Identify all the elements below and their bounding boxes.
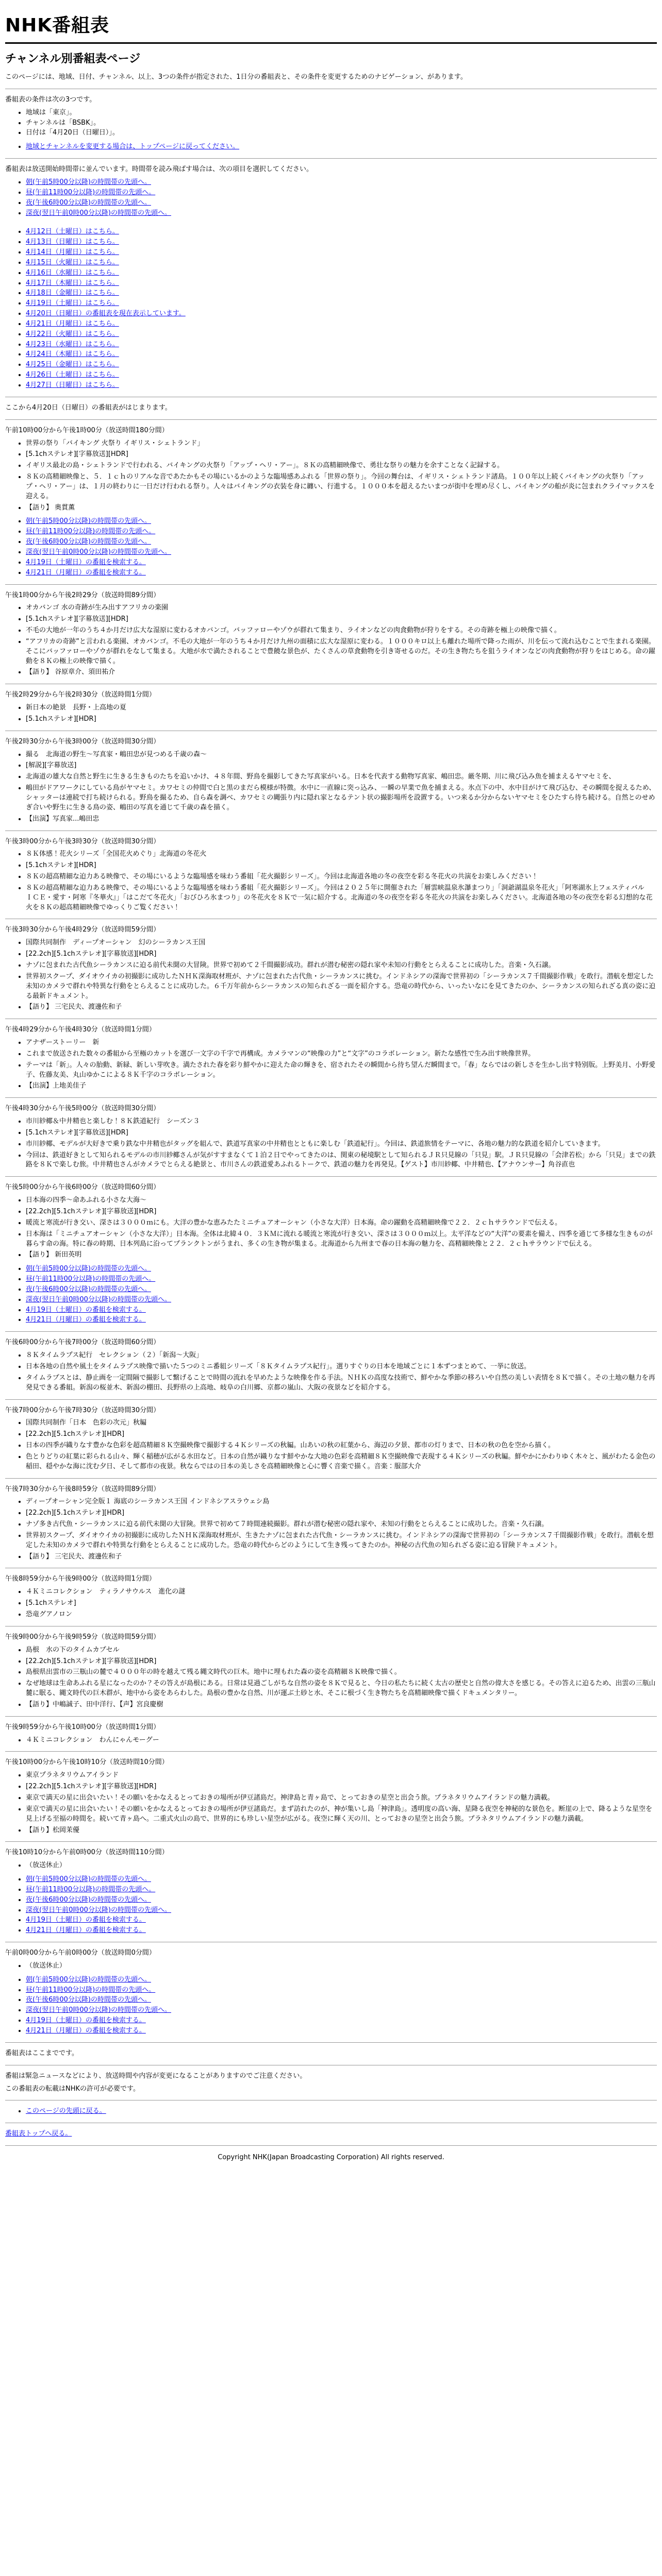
program-block [5, 1948, 657, 1971]
program-details [5, 1861, 657, 1871]
divider [5, 1751, 657, 1752]
divider [5, 1331, 657, 1332]
program-time: 午後4時29分から午後4時30分（放送時間1分間） [5, 1026, 156, 1034]
program-block [5, 1758, 657, 1835]
date-link[interactable]: 4月25日（金曜日）はこちら。 [26, 361, 119, 369]
block-nav-item [26, 1306, 657, 1315]
divider [5, 2042, 657, 2043]
program-title: • 新日本の絶景 長野・上高地の夏 [26, 703, 657, 713]
program-title: • 撮る 北海道の野生～写真家・嶋田忠が見つめる千歳の森～ [26, 750, 657, 760]
divider [5, 1841, 657, 1842]
program-time: 午後2時29分から午後2時30分（放送時間1分間） [5, 691, 156, 699]
block-nav-item [26, 558, 657, 568]
block-nav-next-day-link[interactable]: 4月21日（月曜日）の番組を検索する。 [26, 1316, 146, 1324]
block-nav-item [26, 1975, 657, 1985]
block-nav-prev-day-link[interactable]: 4月19日（土曜日）の番組を検索する。 [26, 1916, 146, 1924]
program-credits: • 【出演】写真家...嶋田忠 [26, 815, 657, 824]
program-summary: • 島根県出雲市の三瓶山の麓で４０００年の時を越えて残る縄文時代の巨木。地中に埋もれた森の姿を高精細８Ｋ映像で描く。 [26, 1668, 657, 1677]
block-nav-next-day-link[interactable]: 4月21日（月曜日）の番組を検索する。 [26, 568, 146, 577]
block-nav-item [26, 1885, 657, 1895]
program-block [5, 426, 657, 513]
program-attr: • [22.2ch][5.1chステレオ][HDR] [26, 1430, 657, 1439]
program-attr: • [解説][字幕放送] [26, 761, 657, 771]
time-nav-night-link[interactable]: 夜(午後6時00分以降)の時間帯の先頭へ。 [26, 198, 151, 207]
program-title: • 国際共同制作「日本 色彩の次元」秋編 [26, 1418, 657, 1428]
program-summary: • 北海道の雄大な自然と野生に生きる生きものたちを追いかけ、４８年間、野鳥を撮影してきた写真家がいる。日本を代表する動物写真家、嶋田忠。厳冬期、川に飛び込み魚を捕まえるヤマセミを、 [26, 772, 657, 782]
date-link[interactable]: 4月27日（日曜日）はこちら。 [26, 381, 119, 389]
block-nav [5, 1975, 657, 2036]
program-details [5, 750, 657, 824]
program-time: 午後5時00分から午後6時00分（放送時間60分間） [5, 1183, 160, 1192]
logo-divider [5, 42, 657, 44]
program-time: 午後9時00分から午後9時59分（放送時間59分間） [5, 1633, 160, 1641]
block-nav-night-link[interactable]: 夜(午後6時00分以降)の時間帯の先頭へ。 [26, 538, 151, 546]
block-nav-noon-link[interactable]: 昼(午前11時00分以降)の時間帯の先頭へ。 [26, 1885, 156, 1893]
date-link[interactable]: 4月21日（月曜日）はこちら。 [26, 319, 119, 328]
divider [5, 1399, 657, 1400]
program-title: • ８Ｋタイムラプス紀行 セレクション（２）「新潟～大阪」 [26, 1351, 657, 1361]
program-summary: • ８Ｋの超高精細な迫力ある映像で、その場にいるような臨場感を味わう番組「花火撮影シリーズ」。今回は北海道各地の冬の夜空を彩る冬花火の共演をお楽しみください！ [26, 872, 657, 882]
page-title: チャンネル別番組表ページ [5, 53, 141, 66]
date-current-link[interactable]: 4月20日（日曜日）の番組表を現在表示しています。 [26, 310, 186, 318]
program-block [5, 1104, 657, 1170]
date-link[interactable]: 4月26日（土曜日）はこちら。 [26, 371, 119, 379]
program-description: • テーマは「新」。人々の胎動、新緑、新しい芽吹き。満たされた春を彩り鮮やかに迎えた命の輝きを、宿されたその瞬間から待ち望んだ瞬間まで。「春」ならではの新しさを生かし出す特別版。上野美月、小野愛子、佐藤友美、丸山ゆかこによる８Ｋ千字のコラボレーション。 [26, 1061, 657, 1080]
block-nav-night-link[interactable]: 夜(午後6時00分以降)の時間帯の先頭へ。 [26, 1996, 151, 2004]
program-description: • ８Ｋの超高精細な迫力ある映像で、その場にいるような臨場感を味わう番組「花火撮影シリーズ」。今回は２０２５年に開催された「層雲峡温泉氷瀑まつり」「洞爺湖温泉冬花火」「阿寒湖氷上フェスティバル ＩＣＥ・愛す・阿寒『冬華火』」「はこだて冬花火」「おびひろ氷まつり」の冬花火を８Ｋで一気に紹介する。北海道の冬の夜空を彩る冬花火の共演をお楽しみください。北海道各地の冬の夜空を彩る幻想的な花火を８Ｋの超高精細映像でゆっくりご覧ください！ [26, 884, 657, 913]
block-nav-item [26, 1895, 657, 1905]
schedule-start-notice: ここから4月20日（日曜日）の番組表がはじまります。 [5, 403, 172, 412]
back-top-list [5, 2107, 657, 2116]
back-top-item [26, 2107, 657, 2116]
time-period-nav [5, 178, 657, 218]
block-nav-item [26, 517, 657, 527]
time-nav-latenight-link[interactable]: 深夜(翌日午前0時00分以降)の時間帯の先頭へ。 [26, 209, 171, 217]
program-attr: • [22.2ch][5.1chステレオ][HDR] [26, 1509, 657, 1518]
program-time: 午後9時59分から午後10時00分（放送時間1分間） [5, 1723, 160, 1731]
disclaimer-copyright: この番組表の転載はNHKの許可が必要です。 [5, 2084, 140, 2093]
block-nav-morning-link[interactable]: 朝(午前5時00分以降)の時間帯の先頭へ。 [26, 1975, 151, 1984]
program-time: 午後1時00分から午後2時29分（放送時間89分間） [5, 591, 160, 599]
program-credits: • 【出演】上地美佳子 [26, 1081, 657, 1091]
date-link[interactable]: 4月15日（火曜日）はこちら。 [26, 258, 119, 266]
block-nav-prev-day-link[interactable]: 4月19日（土曜日）の番組を検索する。 [26, 1306, 146, 1314]
program-title: • 国際共同制作 ディープオーシャン 幻のシーラカンス王国 [26, 938, 657, 948]
program-details [5, 603, 657, 677]
program-block [5, 925, 657, 1012]
program-time: 午後2時30分から午後3時00分（放送時間30分間） [5, 737, 160, 745]
program-title: • 日本海の四季～命あふれる小さな大海～ [26, 1196, 657, 1206]
divider [5, 158, 657, 159]
program-time: 午後3時30分から午後4時29分（放送時間59分間） [5, 926, 160, 934]
program-details [5, 439, 657, 513]
block-nav-morning-link[interactable]: 朝(午前5時00分以降)の時間帯の先頭へ。 [26, 1265, 151, 1273]
time-nav-item [26, 178, 657, 188]
date-nav [5, 227, 657, 391]
date-item [26, 279, 657, 289]
date-link[interactable]: 4月19日（土曜日）はこちら。 [26, 299, 119, 308]
block-nav-morning-link[interactable]: 朝(午前5時00分以降)の時間帯の先頭へ。 [26, 1875, 151, 1884]
divider [5, 2145, 657, 2146]
program-details [5, 1038, 657, 1091]
program-attr: • [5.1chステレオ][HDR] [26, 715, 657, 724]
program-description: • 嶋田がドアワークにしている鳥がヤマセミ。カワセミの仲間で白と黒のまだら模様が特徴。水中に一直線に突っ込み、一瞬の早業で魚を捕まえる。氷点下の中、水中目がけて飛び込む、その瞬間を捉えるため、シャッターは連続で打ち続けられる。野鳥を撮るため、自ら森を調べ、カワセミの縄張り内に隠れ家となるテント状の撮影場所を設置する。いつ来るか分からないヤマセミをひたすら待ち続ける。自然とのせめぎ合いや野生に生きる鳥の姿、嶋田の写真を通じて千歳の森を描く。 [26, 784, 657, 813]
block-nav-next-day-link[interactable]: 4月21日（月曜日）の番組を検索する。 [26, 1926, 146, 1935]
program-block [5, 837, 657, 913]
page-intro: このページには、地域、日付、チャンネル、以上、3つの条件が指定された、1日分の番組表と、その条件を変更するためのナビゲーション、があります。 [5, 73, 467, 81]
block-nav-latenight-link[interactable]: 深夜(翌日午前0時00分以降)の時間帯の先頭へ。 [26, 1295, 171, 1303]
date-link[interactable]: 4月22日（火曜日）はこちら。 [26, 330, 119, 338]
program-description: • 世界初スクープ、ダイオウイカの初撮影に成功したＮＨＫ深海取材班が、ナゾに包まれた古代魚・シーラカンスに挑む。インドネシアの深海で世界初の「シーラカンス７千間撮影作戦」を敢行。潜航を想定した未知のカメラで群れや特異な行動をとらえることに成功した。６千万年前からシーラカンスの知られざる一面を紹介する。恐竜の時代から、いったいなにを見てきたのか、シーラカンスの知られざる真の姿に迫る最新ドキュメント。 [26, 972, 657, 1002]
program-title: • ４Ｋミニコレクション ティラノサウルス 進化の謎 [26, 1587, 657, 1597]
program-details [5, 1646, 657, 1710]
block-nav-latenight-link[interactable]: 深夜(翌日午前0時00分以降)の時間帯の先頭へ。 [26, 548, 171, 556]
date-link[interactable]: 4月23日（水曜日）はこちら。 [26, 340, 119, 348]
block-nav-item [26, 2016, 657, 2026]
program-block [5, 737, 657, 824]
program-details [5, 850, 657, 912]
date-item [26, 340, 657, 350]
block-nav-morning-link[interactable]: 朝(午前5時00分以降)の時間帯の先頭へ。 [26, 517, 151, 526]
block-nav-item [26, 1264, 657, 1274]
program-title: • ディープオーシャン完全版１ 海底のシーラカンス王国 インドネシアスラウェシ島 [26, 1497, 657, 1507]
block-nav-noon-link[interactable]: 昼(午前11時00分以降)の時間帯の先頭へ。 [26, 1986, 156, 1994]
program-attr: • [5.1chステレオ][字幕放送][HDR] [26, 450, 657, 460]
site-logo: NHK番組表 [5, 15, 110, 36]
date-link[interactable]: 4月12日（土曜日）はこちら。 [26, 228, 119, 236]
back-to-top-link[interactable]: このページの先頭に戻る。 [26, 2107, 106, 2115]
program-details [5, 938, 657, 1012]
date-item [26, 258, 657, 268]
block-nav-latenight-link[interactable]: 深夜(翌日午前0時00分以降)の時間帯の先頭へ。 [26, 2006, 171, 2014]
divider [5, 1716, 657, 1717]
block-nav-prev-day-link[interactable]: 4月19日（土曜日）の番組を検索する。 [26, 558, 146, 566]
time-nav-morning-link[interactable]: 朝(午前5時00分以降)の時間帯の先頭へ。 [26, 178, 151, 186]
program-description: • “アフリカの奇跡”と言われる楽園、オカバンゴ。不毛の大地が一年のうち４か月だけ九州の面積に広大な湿原に変わる。１０００キロ以上も離れた場所で降った雨が、川を伝って流れ込むことで生まれる楽園。そこにバッファローやゾウが群れをなして集まる。大地が水で満たされることで豊饒な景色が、たくさんの草食動物を引き寄せるのだ。その生き物たちを狙うライオンなどの肉食動物が狩りをはじめる。命の躍動を８Ｋの極上の映像で描く。 [26, 637, 657, 667]
program-summary: • 恐竜グアノロン [26, 1610, 657, 1620]
divider [5, 584, 657, 585]
program-credits: • 【語り】中嶋誠子、田中洋行、【声】宮良慶樹 [26, 1700, 657, 1710]
program-summary: • 不毛の大地が一年のうち４か月だけ広大な湿原に変わるオカバンゴ。バッファローやゾウが群れて集まり、ライオンなどの肉食動物が狩りをする。その奇跡を極上の映像で描く。 [26, 626, 657, 636]
program-time: 午後10時00分から午後10時10分（放送時間10分間） [5, 1758, 169, 1767]
program-block [5, 1025, 657, 1091]
program-attr: • [22.2ch][5.1chステレオ][字幕放送][HDR] [26, 1207, 657, 1217]
program-attr: • [5.1chステレオ][字幕放送][HDR] [26, 615, 657, 624]
block-nav-item [26, 537, 657, 547]
block-nav-prev-day-link[interactable]: 4月19日（土曜日）の番組を検索する。 [26, 2016, 146, 2025]
program-credits: • 【語り】 新田英明 [26, 1250, 657, 1260]
program-title: • ４Ｋミニコレクション わんにゃんモーグー [26, 1736, 657, 1745]
block-nav-item [26, 1986, 657, 1995]
block-nav-item [26, 1906, 657, 1916]
date-link[interactable]: 4月17日（木曜日）はこちら。 [26, 279, 119, 287]
program-summary: • 市川紗椰、モデルが大好きで乗り鉄な中井精也がタッグを組んで、鉄道写真家の中井精也とともに楽しむ「鉄道紀行」。今回は、鉄道旅情をテーマに、各地の魅力的な鉄道を紹介していきます。 [26, 1140, 657, 1149]
program-details [5, 1771, 657, 1835]
date-item [26, 370, 657, 380]
program-time: 午前0時00分から午前0時00分（放送時間0分間） [5, 1949, 156, 1957]
program-title: • オカバンゴ 水の奇跡が生み出すアフリカの楽園 [26, 603, 657, 613]
block-nav-item [26, 548, 657, 557]
date-item [26, 350, 657, 360]
program-summary: • イギリス最北の島・シェトランドで行われる、バイキングの火祭り「アップ・ヘリ・アー」。８Ｋの高精細映像で、勇壮な祭りの魅力を余すことなく記録する。 [26, 461, 657, 471]
date-link[interactable]: 4月18日（金曜日）はこちら。 [26, 289, 119, 297]
period-intro: 番組表は放送開始時間帯に並んでいます。時間帯を読み飛ばす場合は、次の項目を選択してください。 [5, 165, 313, 174]
program-title: • 市川紗椰＆中井精也と楽しむ！８Ｋ鉄道紀行 シーズン３ [26, 1117, 657, 1127]
program-details [5, 1196, 657, 1260]
copyright: Copyright NHK(Japan Broadcasting Corporation) All rights reserved. [218, 2154, 444, 2162]
time-nav-item [26, 188, 657, 198]
program-details [5, 1736, 657, 1745]
program-block [5, 1723, 657, 1745]
block-nav-item [26, 1285, 657, 1295]
divider [5, 1478, 657, 1479]
program-time: 午後3時00分から午後3時30分（放送時間30分間） [5, 837, 160, 845]
block-nav-item [26, 1295, 657, 1305]
date-item [26, 289, 657, 298]
program-time: 午後6時00分から午後7時00分（放送時間60分間） [5, 1338, 160, 1347]
block-nav-night-link[interactable]: 夜(午後6時00分以降)の時間帯の先頭へ。 [26, 1285, 151, 1293]
time-nav-item [26, 198, 657, 208]
schedule-end-notice: 番組表はここまでです。 [5, 2049, 78, 2057]
program-description: • 東京で満天の星に出会いたい！その願いをかなえるとっておきの場所が伊豆諸島だ。まず訪れたのが、神が集いし島「神津島」。透明度の高い海、星降る夜空を神秘的な景色を。断崖の上で、降るような星空を見上げる至福の時間を。続いて青ヶ島へ。二重式火山の島で、世界的にも珍しい星空が広がる。夜空に輝く天の川、とっておきの星空と出会う旅。プラネタリウムアイランドの魅力満載。 [26, 1805, 657, 1824]
program-block [5, 690, 657, 724]
block-nav-night-link[interactable]: 夜(午後6時00分以降)の時間帯の先頭へ。 [26, 1895, 151, 1904]
block-nav-item [26, 1916, 657, 1925]
block-nav-item [26, 2006, 657, 2015]
program-title: • ８Ｋ体感！花火シリーズ「全国花火めぐり」北海道の冬花火 [26, 850, 657, 859]
block-nav-item [26, 1995, 657, 2005]
program-credits: • 【語り】 谷原章介、須田祐介 [26, 668, 657, 677]
program-block [5, 1338, 657, 1393]
divider [5, 1097, 657, 1098]
program-summary: • ナゾに包まれた古代魚シーラカンスに迫る前代未聞の大冒険。世界で初めて２千間撮影成功。群れが潜む秘密の隠れ家や未知の行動をとらえることに成功した。音楽・久石譲。 [26, 961, 657, 971]
divider [5, 1176, 657, 1177]
date-item [26, 227, 657, 237]
block-nav-item [26, 1926, 657, 1936]
block-nav-item [26, 568, 657, 578]
home-link-wrap [5, 2129, 657, 2139]
date-item [26, 248, 657, 258]
program-block [5, 1485, 657, 1562]
block-nav [5, 517, 657, 578]
program-attr: • [22.2ch][5.1chステレオ][字幕放送][HDR] [26, 1782, 657, 1792]
program-description: • 世界初スクープ、ダイオウイカの初撮影に成功したＮＨＫ深海取材班が、生きたナゾに包まれた古代魚・シーラカンスに挑む。インドネシアの深海で世界初の「シーラカンス７千間撮影作戦」を敢行。潜航を想定した未知のカメラで群れや特異な行動をとらえることに成功した。恐竜の時代からどのようにして生き残ってきたのか。神秘の古代魚の知られざる姿に迫る冒険ドキュメント。 [26, 1531, 657, 1551]
change-condition-item [26, 142, 657, 152]
program-time: 午後4時30分から午後5時00分（放送時間30分間） [5, 1105, 160, 1113]
block-nav [5, 1264, 657, 1325]
date-item [26, 360, 657, 370]
program-summary: • 東京で満天の星に出会いたい！その願いをかなえるとっておきの場所が伊豆諸島だ。神津島と青ヶ島で、とっておきの星空と出会う旅。プラネタリウムアイランドの魅力満載。 [26, 1793, 657, 1803]
conditions-heading: 番組表の条件は次の3つです。 [5, 95, 96, 104]
program-attr: • [22.2ch][5.1chステレオ][字幕放送][HDR] [26, 950, 657, 959]
program-attr: • [5.1chステレオ][字幕放送][HDR] [26, 1128, 657, 1138]
program-title: • （放送休止） [26, 1961, 657, 1971]
program-details [5, 1351, 657, 1393]
date-item [26, 238, 657, 247]
program-details [5, 1961, 657, 1971]
block-nav-latenight-link[interactable]: 深夜(翌日午前0時00分以降)の時間帯の先頭へ。 [26, 1906, 171, 1914]
program-title: • 世界の祭り「バイキング 火祭り イギリス・シェトランド」 [26, 439, 657, 449]
program-time: 午後8時59分から午後9時00分（放送時間1分間） [5, 1575, 156, 1583]
program-summary: • これまで放送された数々の番組から至極のカットを選び一文字の千字で再構成。カメラマンの“映像の力”と“文字”のコラボレーション。新たな感性で生み出す映像世界。 [26, 1049, 657, 1059]
disclaimer-change: 番組は緊急ニュースなどにより、放送時間や内容が変更になることがありますのでご注意ください。 [5, 2072, 307, 2080]
program-title: • アナザーストーリー 新 [26, 1038, 657, 1048]
change-condition-link[interactable]: 地域とチャンネルを変更する場合は、トップページに戻ってください。 [26, 143, 240, 151]
condition-region: • 地域は「東京」。 [26, 108, 657, 118]
program-description: • タイムラプスとは、静止画を一定間隔で撮影して繋げることで時間の流れを早めたような映像を作る手法。ＮＨＫの高度な技術で、鮮やかな季節の移ろいや自然の美しい表情を８Ｋで描く。その土地の魅力を再発見できる番組。新潟の桜並木、新潟の棚田、長野県の上高地、岐阜の白川郷、京都の嵐山、大阪の夜景などを紹介する。 [26, 1374, 657, 1393]
block-nav-item [26, 527, 657, 537]
program-title: • （放送休止） [26, 1861, 657, 1871]
program-top-link[interactable]: 番組表トップへ戻る。 [5, 2130, 72, 2138]
time-nav-noon-link[interactable]: 昼(午前11時00分以降)の時間帯の先頭へ。 [26, 188, 156, 196]
program-block [5, 591, 657, 678]
schedule-list [5, 426, 657, 2036]
program-time: 午前10時00分から午後1時00分（放送時間180分間） [5, 426, 169, 434]
program-description: • ８Ｋの高精細映像と、５．１ｃｈのリアルな音であたかもその場にいるかのような臨場感あふれる「世界の祭り」。今回の舞台は、イギリス・シェトランド諸島。１００年以上続くバイキングの火祭り「アップ・ヘリ・アー」は、１月の終わりに一日だけ行われる祭り。人々はバイキングの衣装を身に纏い、行進する。１０００本を超えるたいまつが街中を埋め尽くし、バイキングの船が炎に包まれクライマックスを迎える。 [26, 472, 657, 502]
program-block [5, 1633, 657, 1710]
date-item [26, 330, 657, 340]
date-item [26, 268, 657, 278]
program-details [5, 1497, 657, 1562]
program-time: 午後7時00分から午後7時30分（放送時間30分間） [5, 1406, 160, 1414]
program-summary: • 日本各地の自然や風土をタイムラプス映像で描いた５つのミニ番組シリーズ「８Ｋタイムラプス紀行」。選りすぐりの日本を地域ごとに１本ずつまとめて、一挙に放送。 [26, 1362, 657, 1372]
program-attr: • [5.1chステレオ][HDR] [26, 861, 657, 871]
program-time: 午後7時30分から午後8時59分（放送時間89分間） [5, 1485, 160, 1493]
block-nav [5, 1875, 657, 1936]
date-item [26, 299, 657, 309]
program-time: 午後10時10分から午前0時00分（放送時間110分間） [5, 1849, 169, 1857]
block-nav-next-day-link[interactable]: 4月21日（月曜日）の番組を検索する。 [26, 2027, 146, 2035]
program-credits: • 【語り】 奥貫薫 [26, 503, 657, 513]
condition-channel: • チャンネルは「BSBK」。 [26, 118, 657, 128]
program-details [5, 703, 657, 724]
date-item [26, 319, 657, 329]
program-details [5, 1117, 657, 1170]
date-link[interactable]: 4月14日（月曜日）はこちら。 [26, 248, 119, 257]
block-nav-noon-link[interactable]: 昼(午前11時00分以降)の時間帯の先頭へ。 [26, 528, 156, 536]
program-summary: • ナゾ多き古代魚・シーラカンスに迫る前代未聞の大冒険。世界で初めて７時間連続撮影。群れが潜む秘密の隠れ家や、未知の行動をとらえることに成功した。音楽・久石譲。 [26, 1520, 657, 1530]
program-attr: • [5.1chステレオ] [26, 1599, 657, 1608]
program-title: • 島根 水の下のタイムカプセル [26, 1646, 657, 1655]
program-description: • 今回は、鉄道好きとして知られるモデルの市川紗椰さんが気がすすまなくて１泊２日でやってきたのは、関東の秘境駅として知られるＪＲ只見線の「只見」駅。ＪＲ只見線の「会津若松」から「只見」までの鉄路を８Ｋで楽しむ旅。中井精也さんがカメラでとらえる絶景と、市川さんの鉄道愛あふれるトークで、鉄道の魅力を再発見。【ゲスト】市川紗椰、中井精也、【アナウンサー】角谷直也 [26, 1151, 657, 1171]
block-nav-item [26, 1315, 657, 1325]
program-details [5, 1587, 657, 1620]
change-condition-list [5, 142, 657, 152]
program-block [5, 1848, 657, 1871]
block-nav-noon-link[interactable]: 昼(午前11時00分以降)の時間帯の先頭へ。 [26, 1275, 156, 1283]
program-block [5, 1406, 657, 1472]
date-link[interactable]: 4月24日（木曜日）はこちら。 [26, 350, 119, 359]
divider [5, 419, 657, 420]
conditions-list [5, 108, 657, 139]
program-title: • 東京プラネタリウムアイランド [26, 1771, 657, 1781]
program-credits: • 【語り】松岡茉優 [26, 1826, 657, 1836]
date-link[interactable]: 4月13日（日曜日）はこちら。 [26, 238, 119, 246]
program-description: • なぜ地球は生命あふれる星になったのか？その答えが島根にある。日常は見過ごしがちな自然の姿を８Ｋで見ると、今日の私たちに続く太古の歴史と自然の偉大さを感じる。その答えに迫るため、出雲の三瓶山麓に眠る、縄文時代の巨木群が、地中から姿をあらわした。島根の豊かな自然、川が運ぶ土砂と水、そこに根づく生き物たちを高精細映像で描くドキュメンタリー。 [26, 1679, 657, 1699]
date-item [26, 309, 657, 319]
block-nav-item [26, 2026, 657, 2036]
program-credits: • 【語り】 三宅民夫、渡邊佐和子 [26, 1552, 657, 1562]
block-nav-item [26, 1275, 657, 1284]
program-summary: • 暖流と寒流が行き交い、深さは３０００ｍにも。大洋の豊かな恵みたたミニチュアオーシャン（小さな大洋）日本海。命の躍動を高精細映像で２２．２ｃｈサラウンドで伝える。 [26, 1218, 657, 1228]
date-item [26, 381, 657, 391]
program-description: • 色とりどりの紅葉に彩られる山々、輝く稲穂が広がる水田など。日本の自然が織りなす鮮やかな大地の色彩を高精細８Ｋ空撮映像で表現する４Ｋシリーズの秋編。鮮やかにかわりゆく木々と、風がわたる金色の稲田、穏やかな海に沈む夕日、そして都市の夜景。秋ならではの日本の美しさを高精細映像と心に響く音楽で描く。音楽：服部大介 [26, 1452, 657, 1472]
program-attr: • [22.2ch][5.1chステレオ][字幕放送][HDR] [26, 1657, 657, 1667]
block-nav-item [26, 1875, 657, 1885]
program-summary: • 日本の四季が織りなす豊かな色彩を超高精細８Ｋ空撮映像で撮影する４Ｋシリーズの秋編。山あいの秋の紅葉から、海辺の夕景、都市の灯りまで、日本の秋の色を空から描く。 [26, 1441, 657, 1451]
date-link[interactable]: 4月16日（水曜日）はこちら。 [26, 268, 119, 277]
program-block [5, 1183, 657, 1260]
time-nav-item [26, 209, 657, 218]
program-block [5, 1574, 657, 1619]
program-credits: • 【語り】 三宅民夫、渡邊佐和子 [26, 1003, 657, 1012]
program-details [5, 1418, 657, 1471]
program-description: • 日本海は「ミニチュアオーシャン（小さな大洋）」日本海。全体は北緯４０．３ＫＭに流れる暖流と寒流が行き交い、深さは３０００ｍ以上。太平洋などの“大洋”の要素を備え、四季を通じて多様な生きものが暮らす命の海。特に春の時期、日本列島に沿ってプランクトンがうまれ、多くの生き物が集まる。北海道から九州まで春の日本海の魅力を、高精細映像と２２．２ｃｈサラウンドで伝える。 [26, 1230, 657, 1249]
condition-date: • 日付は「4月20日（日曜日）」。 [26, 128, 657, 138]
